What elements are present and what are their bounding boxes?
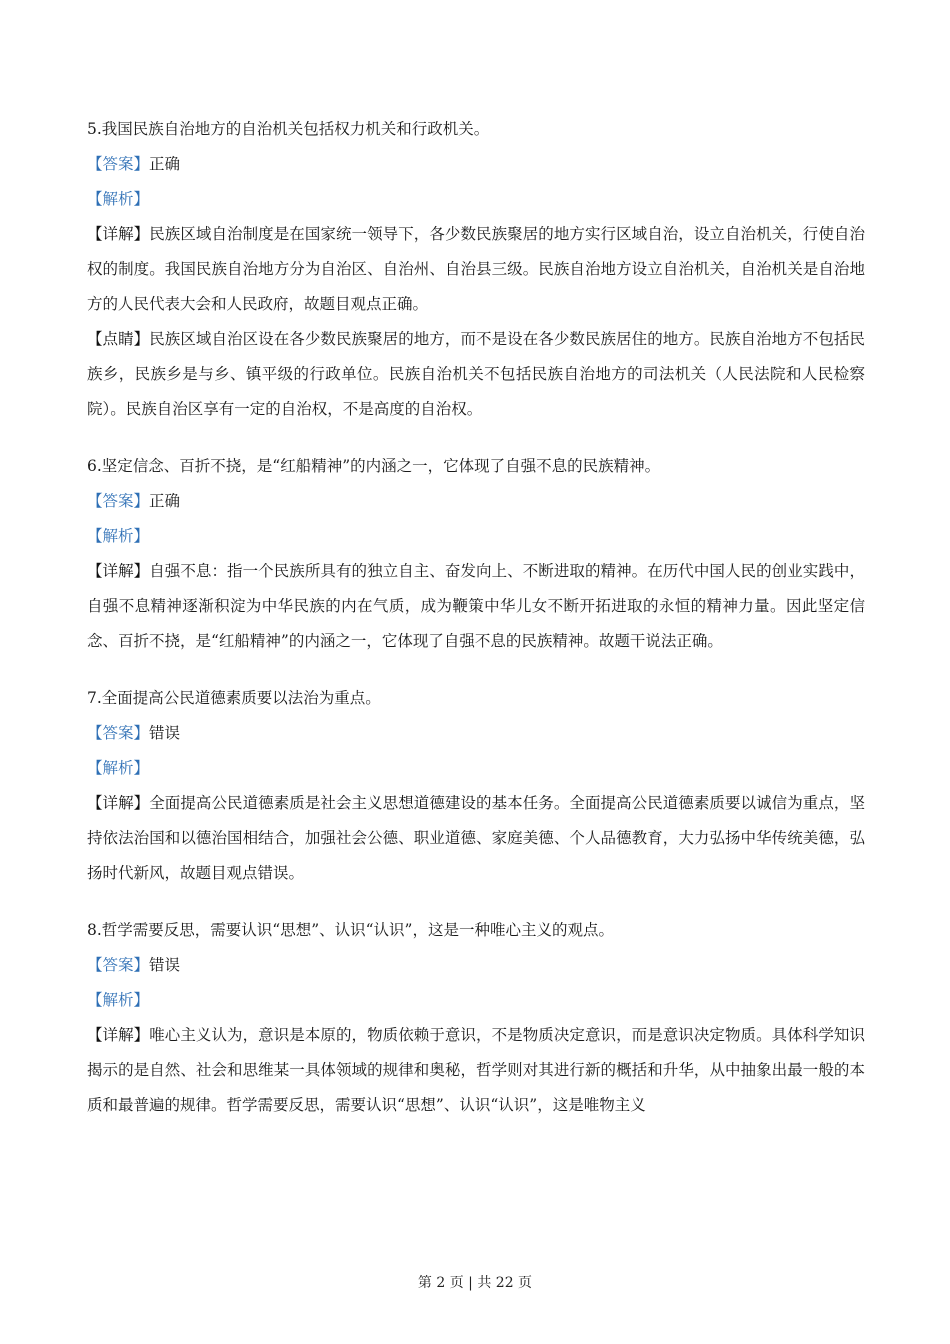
analysis-tag: 【解析】 bbox=[87, 190, 150, 208]
analysis-tag: 【解析】 bbox=[87, 759, 150, 777]
document-page bbox=[87, 112, 865, 1145]
analysis-line bbox=[87, 983, 865, 1018]
note-paragraph bbox=[87, 322, 865, 427]
question-5 bbox=[87, 112, 865, 427]
answer-tag: 【答案】 bbox=[87, 155, 150, 173]
note-tag: 【点睛】 bbox=[87, 330, 150, 348]
analysis-tag: 【解析】 bbox=[87, 527, 150, 545]
detail-paragraph bbox=[87, 217, 865, 322]
answer-value: 正确 bbox=[149, 492, 181, 510]
question-stem: 6.坚定信念、百折不挠，是“红船精神”的内涵之一，它体现了自强不息的民族精神。 bbox=[87, 457, 661, 475]
detail-tag: 【详解】 bbox=[87, 225, 150, 243]
answer-line bbox=[87, 147, 865, 182]
page-footer: 第 2 页 | 共 22 页 bbox=[417, 1275, 533, 1291]
question-7 bbox=[87, 681, 865, 891]
analysis-line bbox=[87, 519, 865, 554]
question-8 bbox=[87, 913, 865, 1123]
detail-paragraph bbox=[87, 1018, 865, 1123]
detail-paragraph bbox=[87, 786, 865, 891]
answer-tag: 【答案】 bbox=[87, 724, 150, 742]
question-stem: 7.全面提高公民道德素质要以法治为重点。 bbox=[87, 689, 381, 707]
question-stem: 8.哲学需要反思，需要认识“思想”、认识“认识”，这是一种唯心主义的观点。 bbox=[87, 921, 614, 939]
answer-line bbox=[87, 716, 865, 751]
question-stem: 5.我国民族自治地方的自治机关包括权力机关和行政机关。 bbox=[87, 120, 490, 138]
detail-text: 唯心主义认为，意识是本原的，物质依赖于意识，不是物质决定意识，而是意识决定物质。具体科学知识揭示的是自然、社会和思维某一具体领域的规律和奥秘，哲学则对其进行新的概括和升华，从中抽象出最一般的本质和最普遍的规律。哲学需要反思，需要认识“思想”、认识“认识”，这是唯物主义 bbox=[87, 1026, 865, 1114]
answer-tag: 【答案】 bbox=[87, 956, 150, 974]
analysis-tag: 【解析】 bbox=[87, 991, 150, 1009]
answer-value: 错误 bbox=[149, 956, 181, 974]
answer-value: 错误 bbox=[149, 724, 181, 742]
answer-tag: 【答案】 bbox=[87, 492, 150, 510]
detail-paragraph bbox=[87, 554, 865, 659]
detail-tag: 【详解】 bbox=[87, 562, 150, 580]
detail-text: 自强不息：指一个民族所具有的独立自主、奋发向上、不断进取的精神。在历代中国人民的创业实践中，自强不息精神逐渐积淀为中华民族的内在气质，成为鞭策中华儿女不断开拓进取的永恒的精神力量。因此坚定信念、百折不挠，是“红船精神”的内涵之一，它体现了自强不息的民族精神。故题干说法正确。 bbox=[87, 562, 865, 650]
detail-tag: 【详解】 bbox=[87, 1026, 150, 1044]
note-text: 民族区域自治区设在各少数民族聚居的地方，而不是设在各少数民族居住的地方。民族自治地方不包括民族乡，民族乡是与乡、镇平级的行政单位。民族自治机关不包括民族自治地方的司法机关（人民法院和人民检察院）。民族自治区享有一定的自治权，不是高度的自治权。 bbox=[87, 330, 865, 418]
answer-value: 正确 bbox=[149, 155, 181, 173]
detail-text: 全面提高公民道德素质是社会主义思想道德建设的基本任务。全面提高公民道德素质要以诚信为重点，坚持依法治国和以德治国相结合，加强社会公德、职业道德、家庭美德、个人品德教育，大力弘扬中华传统美德，弘扬时代新风，故题目观点错误。 bbox=[87, 794, 865, 882]
detail-text: 民族区域自治制度是在国家统一领导下，各少数民族聚居的地方实行区域自治，设立自治机关，行使自治权的制度。我国民族自治地方分为自治区、自治州、自治县三级。民族自治地方设立自治机关，自治机关是自治地方的人民代表大会和人民政府，故题目观点正确。 bbox=[87, 225, 865, 313]
question-6 bbox=[87, 449, 865, 659]
analysis-line bbox=[87, 751, 865, 786]
answer-line bbox=[87, 948, 865, 983]
answer-line bbox=[87, 484, 865, 519]
detail-tag: 【详解】 bbox=[87, 794, 150, 812]
analysis-line bbox=[87, 182, 865, 217]
